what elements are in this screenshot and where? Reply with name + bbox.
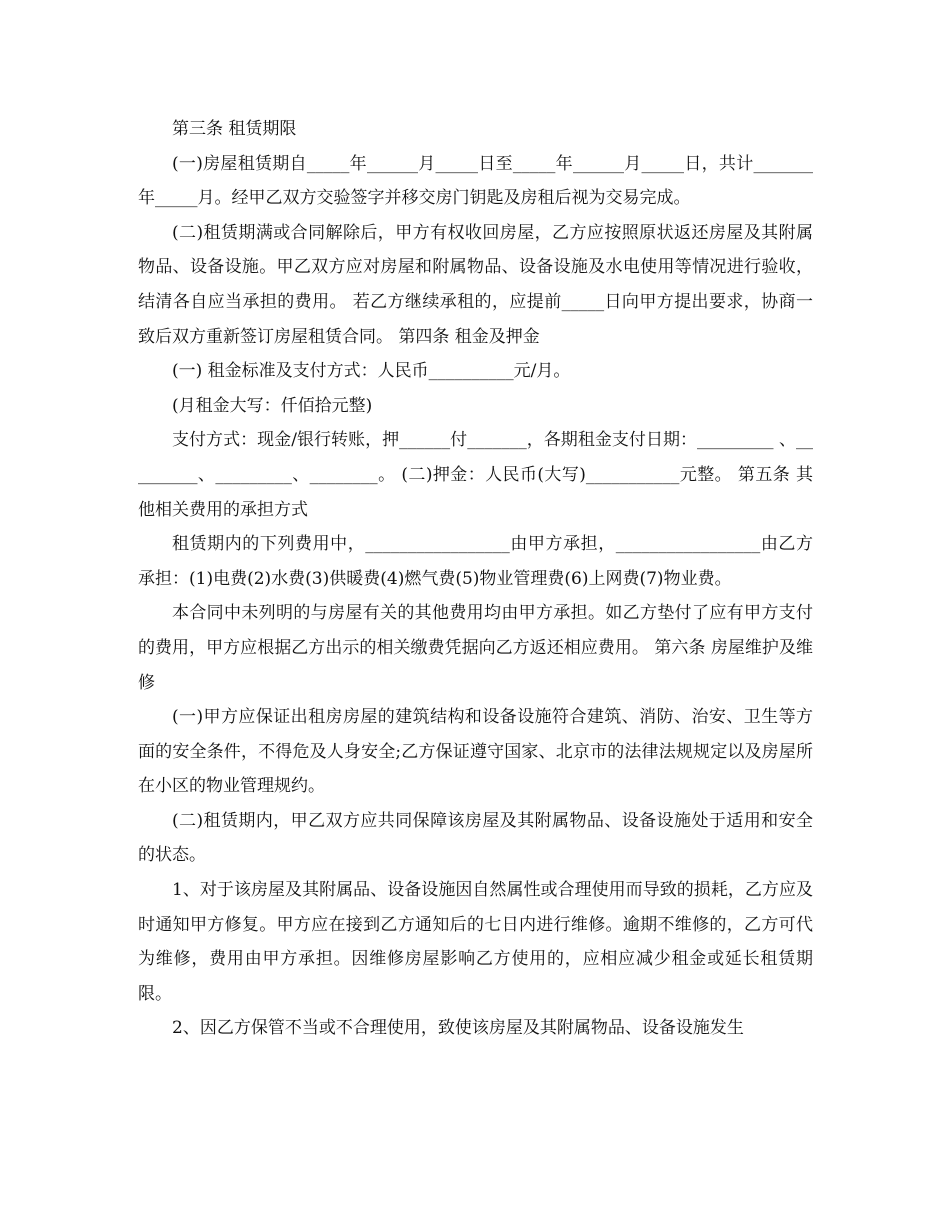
maintenance-clause-1: (一)甲方应保证出租房房屋的建筑结构和设备设施符合建筑、消防、治安、卫生等方面的安全条件，不得危及人身安全;乙方保证遵守国家、北京市的法律法规规定以及房屋所在小区的物业管理规约。: [138, 707, 813, 797]
rent-standard-clause: (一) 租金标准及支付方式：人民币__________元/月。: [172, 361, 571, 382]
payment-method-clause: 支付方式：现金/银行转账，押______付_______，各期租金支付日期：_________ 、_________、_________、________。 (二)押金：人民币(大写)___________元整。 第五条 其他相关费用的承担方式: [138, 430, 813, 520]
maintenance-clause-2: (二)租赁期内，甲乙双方应共同保障该房屋及其附属物品、设备设施处于适用和安全的状态。: [138, 810, 813, 866]
lease-term-clause-2: (二)租赁期满或合同解除后，甲方有权收回房屋，乙方应按照原状返还房屋及其附属物品、设备设施。甲乙双方应对房屋和附属物品、设备设施及水电使用等情况进行验收，结清各自应当承担的费用。 若乙方继续承租的，应提前_____日向甲方提出要求，协商一致后双方重新签订房屋租赁合同。 第四条 租金及押金: [138, 222, 813, 347]
fees-allocation-clause: 租赁期内的下列费用中，_________________由甲方承担，_________________由乙方承担：(1)电费(2)水费(3)供暖费(4)燃气费(5)物业管理费(6)上网费(7)物业费。: [138, 534, 813, 589]
other-fees-clause: 本合同中未列明的与房屋有关的其他费用均由甲方承担。如乙方垫付了应有甲方支付的费用，甲方应根据乙方出示的相关缴费凭据向乙方返还相应费用。 第六条 房屋维护及维修: [138, 603, 813, 693]
article-3-heading: 第三条 租赁期限: [172, 119, 297, 139]
rent-uppercase-note: (月租金大写：仟佰拾元整): [172, 395, 373, 416]
lease-term-clause-1: (一)房屋租赁期自_____年______月_____日至_____年______月_____日，共计_______年_____月。经甲乙双方交验签字并移交房门钥匙及房租后视为交易完成。: [138, 153, 813, 209]
repair-item-1: 1、对于该房屋及其附属品、设备设施因自然属性或合理使用而导致的损耗，乙方应及时通知甲方修复。甲方应在接到乙方通知后的七日内进行维修。逾期不维修的，乙方可代为维修，费用由甲方承担。因维修房屋影响乙方使用的，应相应减少租金或延长租赁期限。: [138, 880, 813, 1004]
repair-item-2: 2、因乙方保管不当或不合理使用，致使该房屋及其附属物品、设备设施发生: [172, 1018, 744, 1039]
document-page: [138, 112, 813, 1046]
